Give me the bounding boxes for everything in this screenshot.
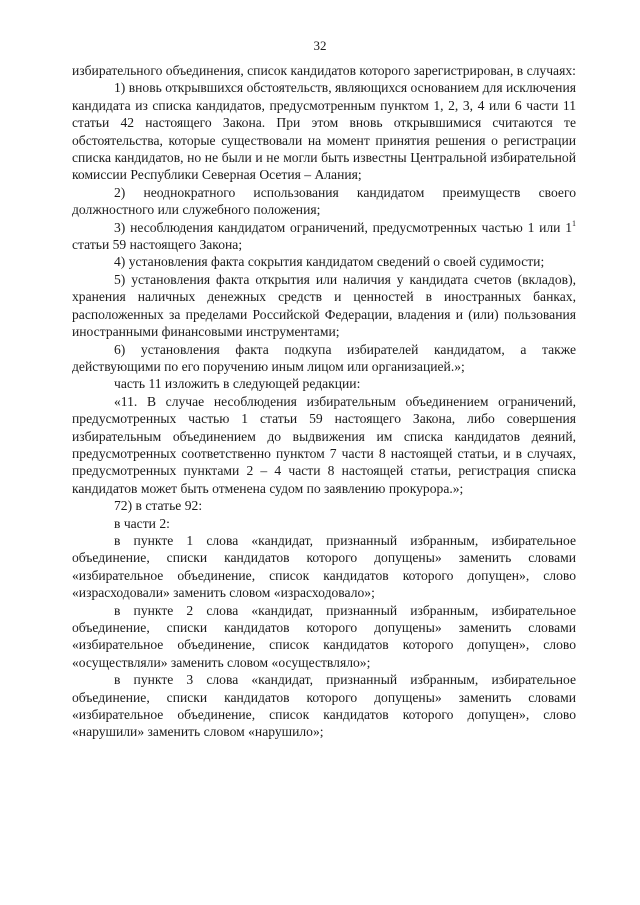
paragraph-item-5: 5) установления факта открытия или наличия у кандидата счетов (вкладов), хранения наличных денежных средств и ценностей в иностранных банках, расположенных за пределами Российской Федерации, владения и (или) пользования иностранными финансовыми инструментами; xyxy=(72,271,576,340)
paragraph-point-1: в пункте 1 слова «кандидат, признанный избранным, избирательное объединение, списки кандидатов которого допущены» заменить словами «избирательное объединение, список кандидатов которого допущен», слово «израсходовали» заменить словом «израсходовало»; xyxy=(72,532,576,601)
document-body xyxy=(72,62,576,741)
paragraph-intro: избирательного объединения, список кандидатов которого зарегистрирован, в случаях: xyxy=(72,63,576,78)
paragraph-point-3: в пункте 3 слова «кандидат, признанный избранным, избирательное объединение, списки кандидатов которого допущены» заменить словами «избирательное объединение, список кандидатов которого допущен», слово «нарушили» заменить словом «нарушило»; xyxy=(72,672,576,740)
paragraph-point-2: в пункте 2 слова «кандидат, признанный избранным, избирательное объединение, списки кандидатов которого допущены» заменить словами «избирательное объединение, список кандидатов которого допущен», слово «осуществляли» заменить словом «осуществляло»; xyxy=(72,602,576,670)
paragraph-item-1: 1) вновь открывшихся обстоятельств, являющихся основанием для исключения кандидата из списка кандидатов, предусмотренным пунктом 1, 2, 3, 4 или 6 части 11 статьи 42 настоящего Закона. При этом вновь открывшимися считаются те обстоятельства, которые существовали на момент принятия решения о регистрации списка кандидатов, но не были и не могли быть известны Центральной избирательной комиссии Республики Северная Осетия – Алания; xyxy=(72,80,576,183)
superscript: 1 xyxy=(572,218,576,228)
paragraph-item-2: 2) неоднократного использования кандидатом преимуществ своего должностного или служебного положения; xyxy=(72,184,576,218)
paragraph-part-2: в части 2: xyxy=(114,515,170,531)
page-number: 32 xyxy=(313,38,327,53)
paragraph-part-11-intro: часть 11 изложить в следующей редакции: xyxy=(114,376,361,392)
paragraph-item-6: 6) установления факта подкупа избирателей кандидатом, а также действующими по его поручению иным лицом или организацией.»; xyxy=(72,341,576,374)
paragraph-item-72: 72) в статье 92: xyxy=(114,498,203,514)
paragraph-item-3-tail: статьи 59 настоящего Закона; xyxy=(72,237,243,253)
paragraph-part-11-text: «11. В случае несоблюдения избирательным объединением ограничений, предусмотренных частью 1 статьи 59 настоящего Закона, либо совершения избирательным объединением до выдвижения им списка кандидатов деяний, предусмотренных соответственно пунктом 7 части 8 настоящей статьи, и в случаях, предусмотренных пунктами 2 – 4 части 8 настоящей статьи, регистрация списка кандидатов может быть отменена судом по заявлению прокурора.»; xyxy=(72,393,576,496)
paragraph-item-4: 4) установления факта сокрытия кандидатом сведений о своей судимости; xyxy=(114,254,545,270)
paragraph-item-3-text: 3) несоблюдения кандидатом ограничений, предусмотренных частью 1 или 1 xyxy=(114,219,572,235)
paragraph-item-3 xyxy=(72,219,576,254)
